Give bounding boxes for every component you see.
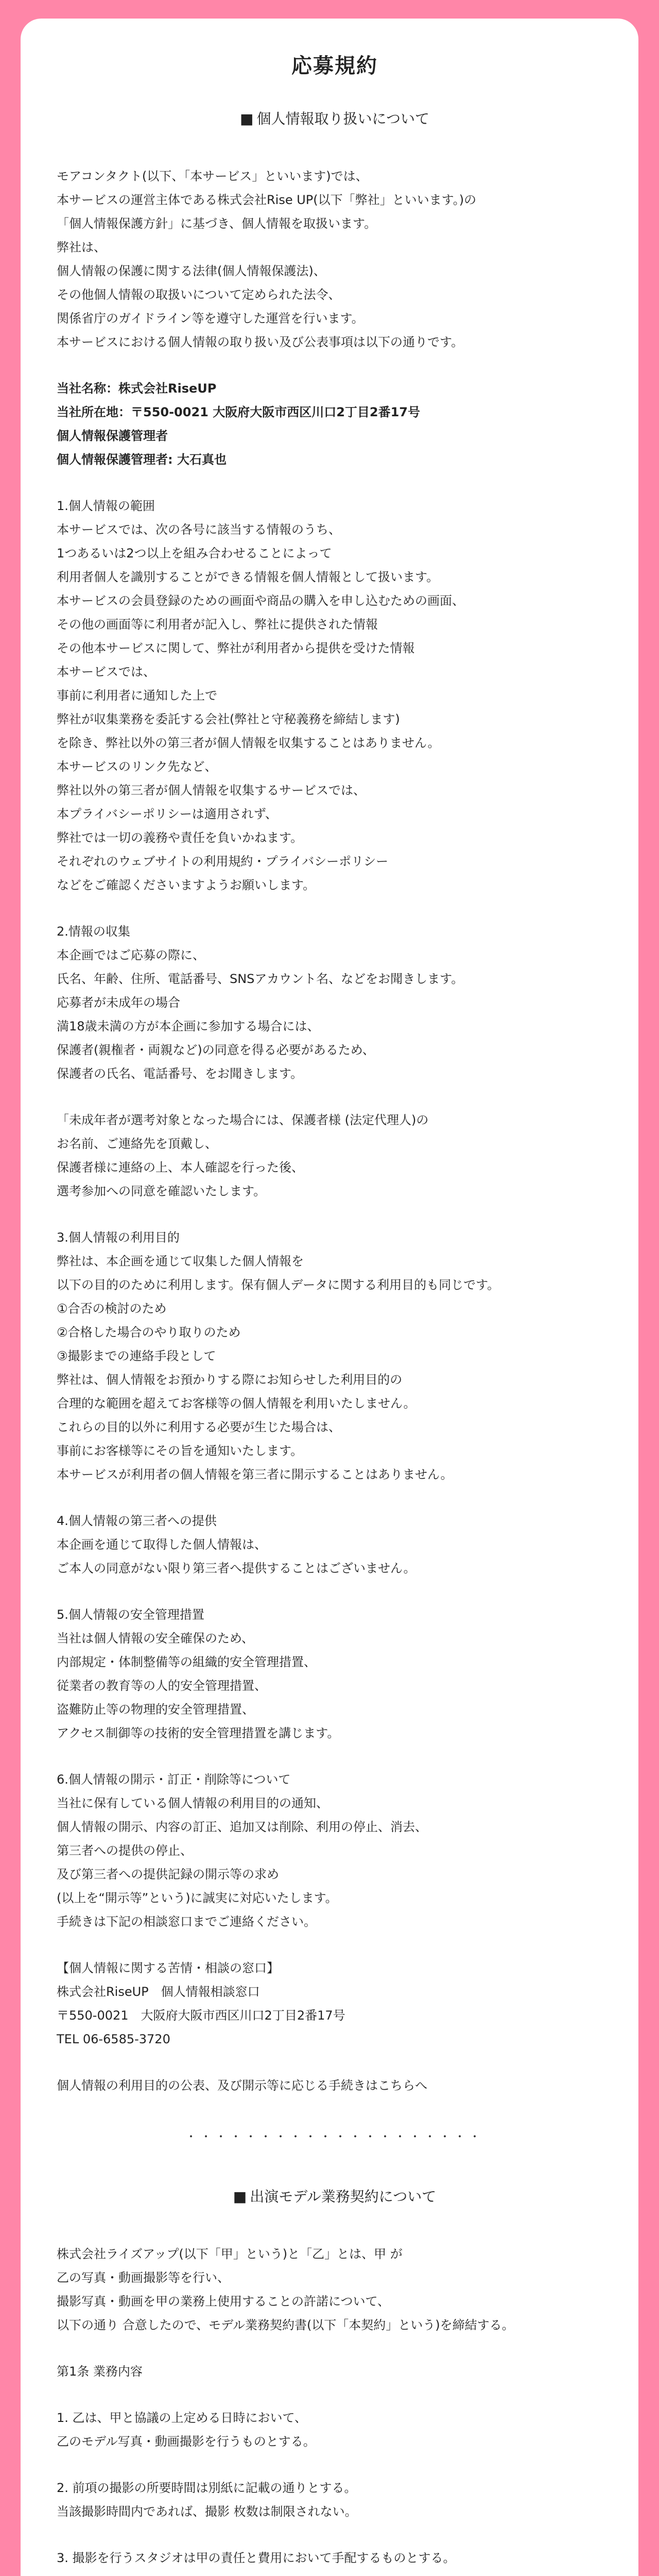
square-icon: ■ <box>233 2188 247 2205</box>
section-1-scope: 1.個人情報の範囲 本サービスでは、次の各号に該当する情報のうち、 1つあるいは2つ以上を組み合わせることによって 利用者個人を識別することができる情報を個人情報として扱います。 本サービスの会員登録のための画面や商品の購入を申し込むための画面、 その他の画面等に利用者が記入し、弊社に提供された情報 その他本サービスに関して、弊社が利用者から提供を受けた情報 本サービスでは、 事前に利用者に通知した上で 弊社が収集業務を委託する会社(弊社と守秘義務を締結します) を除き、弊社以外の第三者が個人情報を収集することはありません。 本サービスのリンク先など、 弊社以外の第三者が個人情報を収集するサービスでは、 本プライバシーポリシーは適用されず、 弊社では一切の義務や責任を負いかねます。 それぞれのウェブサイトの利用規約・プライバシーポリシー などをご確認くださいますようお願いします。 <box>57 499 464 892</box>
page-title: 応募規約 <box>291 54 378 78</box>
dotted-separator: ・・・・・・・・・・・・・・・・・・・・ <box>185 2131 484 2144</box>
article-1-title: 第1条 業務内容 <box>57 2364 143 2379</box>
contract-heading <box>57 2185 613 2206</box>
article-1-clause-3: 3. 撮影を行うスタジオは甲の責任と費用において手配するものとする。 <box>57 2551 456 2565</box>
contact-info: 【個人情報に関する苦情・相談の窓口】 株式会社RiseUP 個人情報相談窓口 〒550-0021 大阪府大阪市西区川口2丁目2番17号 TEL 06-6585-3720 <box>57 1961 345 2046</box>
contract-heading-text: 出演モデル業務契約について <box>250 2188 437 2205</box>
article-1-clause-1: 1. 乙は、甲と協議の上定める日時において、 乙のモデル写真・動画撮影を行うものとする。 <box>57 2411 316 2449</box>
privacy-intro: モアコンタクト(以下、「本サービス」といいます)では、 本サービスの運営主体である株式会社Rise UP(以下「弊社」といいます。)の 「個人情報保護方針」に基づき、個人情報を取扱います。 弊社は、 個人情報の保護に関する法律(個人情報保護法)、 その他個人情報の取扱いについて定められた法令、 関係省庁のガイドライン等を遵守した運営を行います。 本サービスにおける個人情報の取り扱い及び公表事項は以下の通りです。 <box>57 169 477 349</box>
square-icon: ■ <box>240 110 254 127</box>
section-5-security: 5.個人情報の安全管理措置 当社は個人情報の安全確保のため、 内部規定・体制整備等の組織的安全管理措置、 従業者の教育等の人的安全管理措置、 盗難防止等の物理的安全管理措置、 アクセス制御等の技術的安全管理措置を講じます。 <box>57 1607 340 1740</box>
company-info: 当社名称：株式会社RiseUP 当社所在地：〒550-0021 大阪府大阪市西区川口2丁目2番17号 個人情報保護管理者 個人情報保護管理者: 大石真也 <box>57 381 421 467</box>
contract-intro: 株式会社ライズアップ(以下「甲」という)と「乙」とは、甲 が 乙の写真・動画撮影等を行い、 撮影写真・動画を甲の業務上使用することの許諾について、 以下の通り 合意したので、モデル業務契約書(以下「本契約」という)を締結する。 <box>57 2247 514 2332</box>
section-4-third-party: 4.個人情報の第三者への提供 本企画を通じて取得した個人情報は、 ご本人の同意がない限り第三者へ提供することはございません。 <box>57 1514 416 1575</box>
section-3-purpose: 3.個人情報の利用目的 弊社は、本企画を通じて収集した個人情報を 以下の目的のために利用します。保有個人データに関する利用目的も同じです。 ①合否の検討のため ②合格した場合のやり取りのため ③撮影までの連絡手段として 弊社は、個人情報をお預かりする際にお知らせした利用目的の 合理的な範囲を超えてお客様等の個人情報を利用いたしません。 これらの目的以外に利用する必要が生じた場合は、 事前にお客様等にその旨を通知いたします。 本サービスが利用者の個人情報を第三者に開示することはありません。 <box>57 1230 500 1482</box>
privacy-heading <box>57 108 613 128</box>
terms-card <box>21 19 638 2576</box>
article-1-clause-2: 2. 前項の撮影の所要時間は別紙に記載の通りとする。 当該撮影時間内であれば、撮影 枚数は制限されない。 <box>57 2481 357 2519</box>
privacy-heading-text: 個人情報取り扱いについて <box>256 110 429 127</box>
section-2-minors: 「未成年者が選考対象となった場合には、保護者様 (法定代理人)の お名前、ご連絡先を頂戴し、 保護者様に連絡の上、本人確認を行った後、 選考参加への同意を確認いたします。 <box>57 1113 429 1198</box>
closing-link-text: 個人情報の利用目的の公表、及び開示等に応じる手続きはこちらへ <box>57 2078 427 2093</box>
section-2-collection: 2.情報の収集 本企画ではご応募の際に、 氏名、年齢、住所、電話番号、SNSアカウント名、などをお聞きします。 応募者が未成年の場合 満18歳未満の方が本企画に参加する場合には、 保護者(親権者・両親など)の同意を得る必要があるため、 保護者の氏名、電話番号、をお聞きします。 <box>57 924 464 1081</box>
section-6-disclosure: 6.個人情報の開示・訂正・削除等について 当社に保有している個人情報の利用目的の通知、 個人情報の開示、内容の訂正、追加又は削除、利用の停止、消去、 第三者への提供の停止、 及び第三者への提供記録の開示等の求め (以上を“開示等”という)に誠実に対応いたします。 手続きは下記の相談窓口までご連絡ください。 <box>57 1772 427 1929</box>
